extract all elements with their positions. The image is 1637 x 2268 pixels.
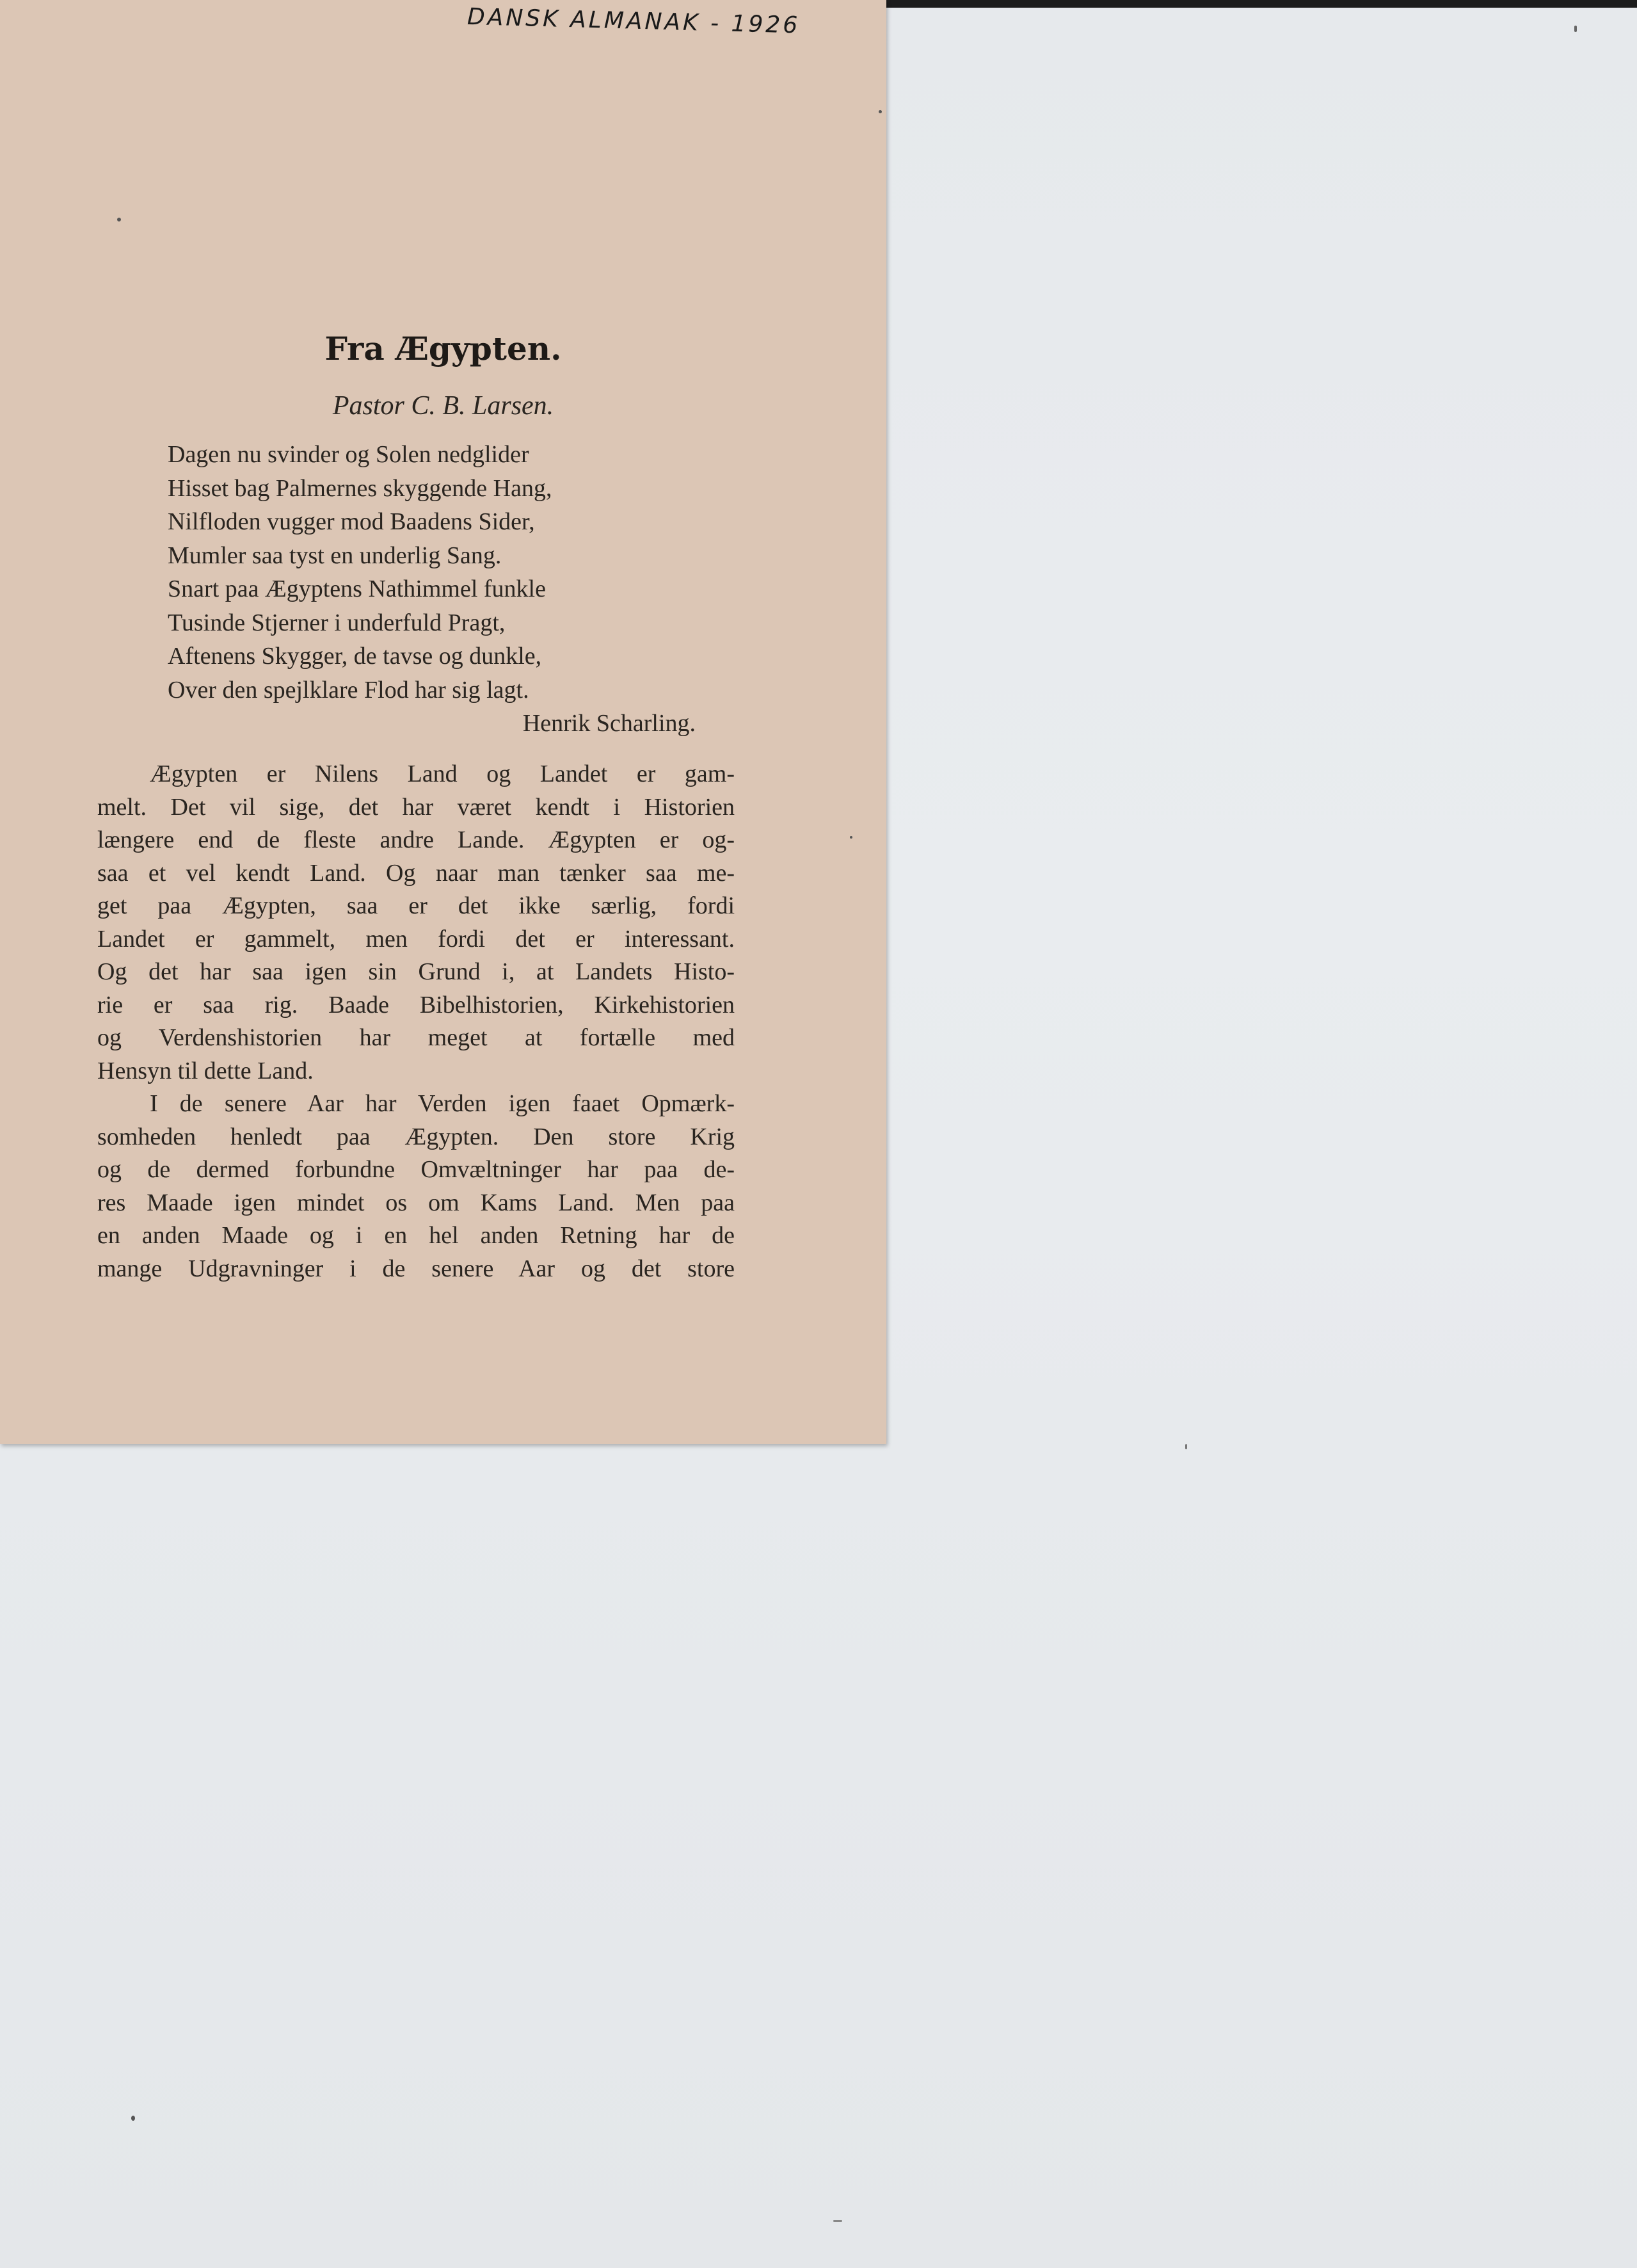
- poem-line: Over den spejlklare Flod har sig lagt.: [168, 676, 529, 704]
- article-title: Fra Ægypten.: [324, 330, 562, 367]
- body-line: Ægypten er Nilens Land og Landet er gam-: [150, 760, 735, 787]
- handwritten-note: DANSK ALMANAK - 1926: [467, 3, 801, 39]
- body-line: længere end de fleste andre Lande. Ægypten er og-: [97, 826, 735, 853]
- paper-page: [0, 0, 886, 1444]
- poem-line: Snart paa Ægyptens Nathimmel funkle: [168, 575, 546, 602]
- body-line: melt. Det vil sige, det har været kendt i Historien: [97, 793, 735, 821]
- body-line: get paa Ægypten, saa er det ikke særlig, fordi: [97, 892, 735, 919]
- scan-speck: [1574, 26, 1577, 32]
- article-author: Pastor C. B. Larsen.: [332, 391, 554, 421]
- scan-speck: [833, 2220, 842, 2222]
- poem: [168, 438, 718, 707]
- body-line: rie er saa rig. Baade Bibelhistorien, Kirkehistorien: [97, 991, 735, 1018]
- poem-line: Tusinde Stjerner i underfuld Pragt,: [168, 609, 506, 636]
- paper-speck: [850, 836, 852, 839]
- body-line: og de dermed forbundne Omvæltninger har paa de-: [97, 1156, 735, 1183]
- body-line: somheden henledt paa Ægypten. Den store Krig: [97, 1123, 735, 1150]
- scan-speck: [131, 2116, 135, 2121]
- body-line: Landet er gammelt, men fordi det er interessant.: [97, 925, 735, 953]
- poem-attribution: Henrik Scharling.: [522, 710, 696, 737]
- body-line: og Verdenshistorien har meget at fortælle med: [97, 1024, 735, 1051]
- body-line: res Maade igen mindet os om Kams Land. Men paa: [97, 1189, 735, 1216]
- body-line: Og det har saa igen sin Grund i, at Landets Histo-: [97, 958, 735, 985]
- poem-line: Aftenens Skygger, de tavse og dunkle,: [168, 643, 542, 670]
- poem-line: Mumler saa tyst en underlig Sang.: [168, 542, 502, 569]
- body-line: I de senere Aar har Verden igen faaet Opmærk-: [150, 1090, 735, 1117]
- paper-speck: [879, 110, 882, 113]
- scan-speck: [1185, 1444, 1187, 1449]
- body-line: mange Udgravninger i de senere Aar og det store: [97, 1255, 735, 1282]
- poem-line: Hisset bag Palmernes skyggende Hang,: [168, 474, 552, 502]
- scanner-edge: [883, 0, 1637, 8]
- body-line: saa et vel kendt Land. Og naar man tænker saa me-: [97, 859, 735, 887]
- poem-line: Dagen nu svinder og Solen nedglider: [168, 441, 529, 468]
- article-body: [97, 758, 735, 1285]
- body-line: Hensyn til dette Land.: [97, 1057, 314, 1084]
- paper-speck: [117, 218, 121, 221]
- body-line: en anden Maade og i en hel anden Retning har de: [97, 1222, 735, 1249]
- poem-line: Nilfloden vugger mod Baadens Sider,: [168, 508, 535, 535]
